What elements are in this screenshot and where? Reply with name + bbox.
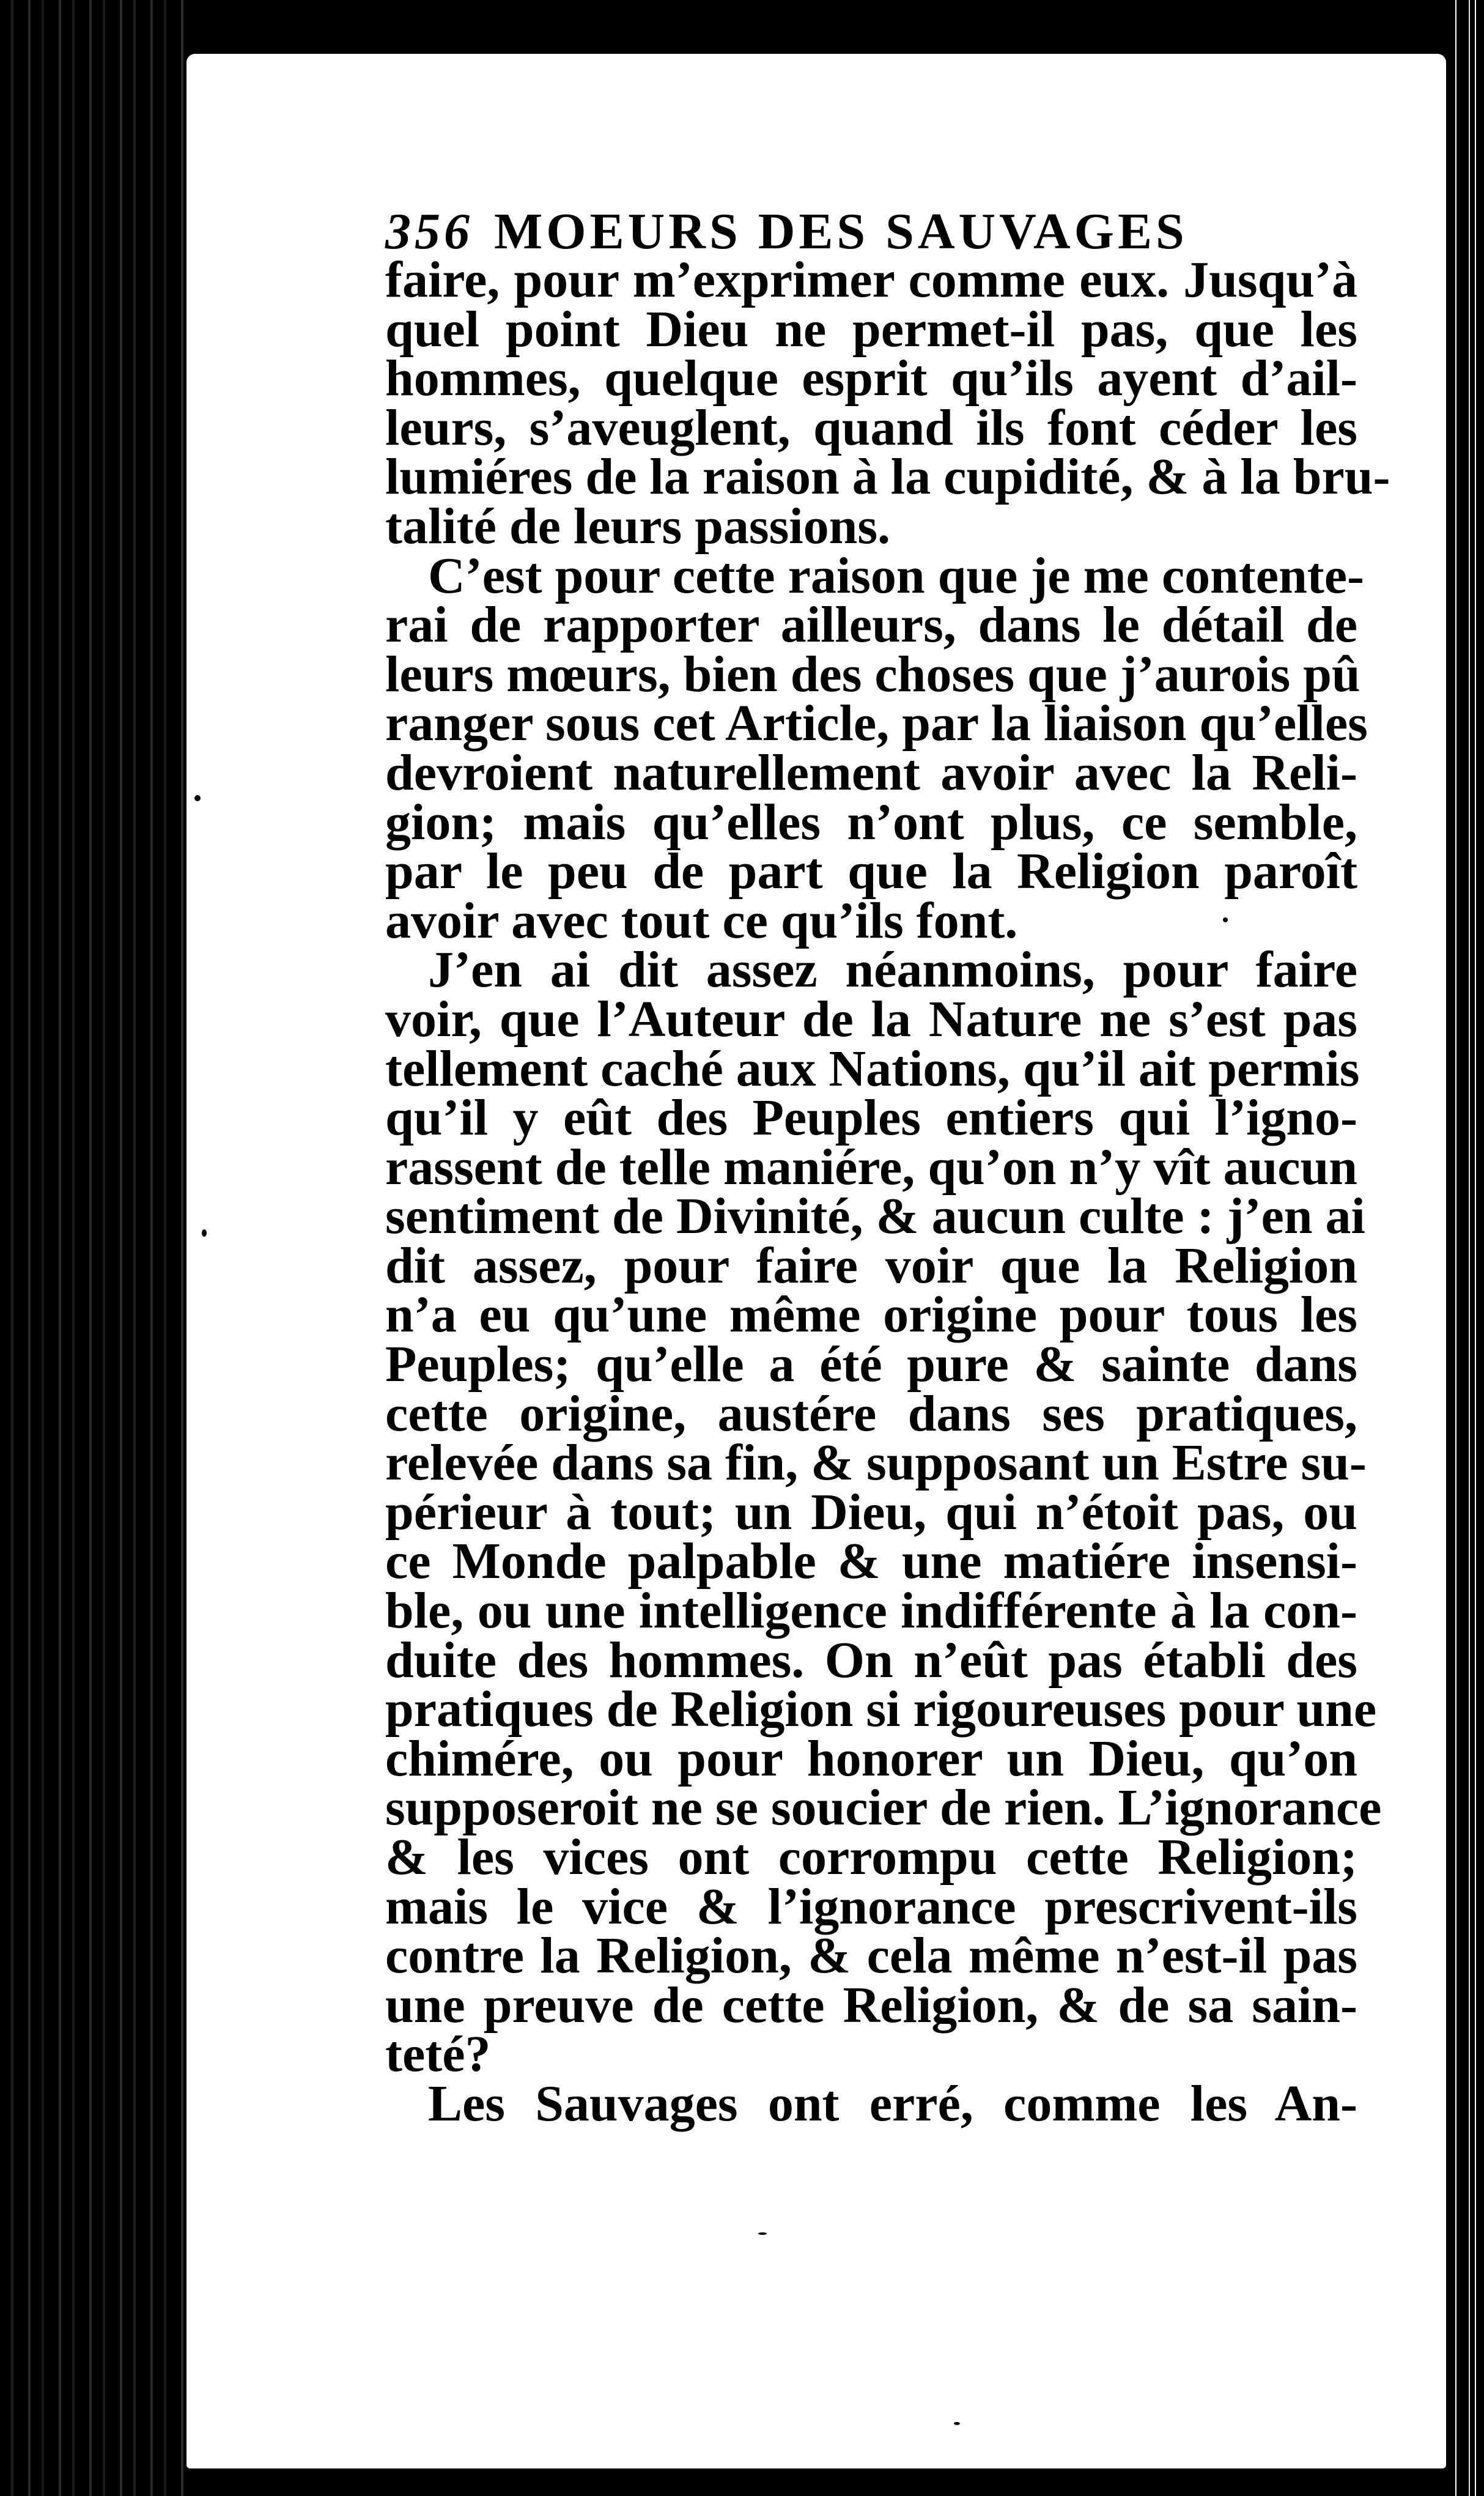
text-line: lumiéres de la raison à la cupidité, & à la bru- <box>385 448 1390 506</box>
text-line: ble, ou une intelligence indifférente à la con- <box>385 1582 1357 1640</box>
page-number: 356 <box>385 203 473 260</box>
text-line: C’est pour cette raison que je me contente- <box>428 547 1365 604</box>
scan-speck <box>194 795 201 801</box>
scan-speck <box>954 2422 960 2425</box>
running-title: MOEURS DES SAUVAGES <box>494 203 1188 260</box>
text-line: une preuve de cette Religion, & de sa sain- <box>385 1976 1357 2034</box>
text-line: qu’il y eût des Peuples entiers qui l’igno- <box>385 1089 1357 1147</box>
text-line: teté? <box>385 2026 491 2083</box>
text-line: J’en ai dit assez néanmoins, pour faire <box>428 941 1357 999</box>
text-line: leurs, s’aveuglent, quand ils font céder les <box>385 399 1357 456</box>
scan-speck <box>1223 917 1228 922</box>
text-line: voir, que l’Auteur de la Nature ne s’est pas <box>385 990 1357 1048</box>
text-line: n’a eu qu’une même origine pour tous les <box>385 1286 1357 1344</box>
text-line: hommes, quelque esprit qu’ils ayent d’ail- <box>385 350 1357 407</box>
text-line: pratiques de Religion si rigoureuses pour une <box>385 1681 1377 1738</box>
text-line: faire, pour m’exprimer comme eux. Jusqu’à <box>385 251 1357 308</box>
text-line: tellement caché aux Nations, qu’il ait permis <box>385 1040 1360 1097</box>
text-line: sentiment de Divinité, & aucun culte : j’en ai <box>385 1188 1365 1245</box>
text-line: contre la Religion, & cela même n’est-il pas <box>385 1927 1357 1985</box>
body-text <box>385 251 1390 2132</box>
text-line: par le peu de part que la Religion paroît <box>385 843 1357 900</box>
text-line: rassent de telle maniére, qu’on n’y vît aucun <box>385 1138 1357 1196</box>
text-line: & les vices ont corrompu cette Religion; <box>385 1829 1357 1886</box>
text-line: mais le vice & l’ignorance prescrivent-ils <box>385 1878 1357 1935</box>
text-line: ce Monde palpable & une matiére insensi- <box>385 1533 1357 1590</box>
text-line: dit assez, pour faire voir que la Religion <box>385 1237 1357 1294</box>
scan-speck <box>202 1229 207 1237</box>
text-line: supposeroit ne se soucier de rien. L’ignorance <box>385 1779 1382 1837</box>
scan-speck <box>758 2232 767 2235</box>
page-edges-right <box>1450 0 1484 2496</box>
text-line: quel point Dieu ne permet-il pas, que les <box>385 300 1357 358</box>
text-line: périeur à tout; un Dieu, qui n’étoit pas, ou <box>385 1483 1357 1541</box>
text-line: ranger sous cet Article, par la liaison qu’elles <box>385 695 1368 752</box>
text-line: Les Sauvages ont erré, comme les An- <box>428 2075 1357 2132</box>
text-line: relevée dans sa fin, & supposant un Estre su- <box>385 1434 1367 1492</box>
text-line: Peuples; qu’elle a été pure & sainte dans <box>385 1336 1357 1393</box>
text-line: leurs mœurs, bien des choses que j’aurois pû <box>385 645 1360 703</box>
text-line: rai de rapporter ailleurs, dans le détail de <box>385 596 1357 654</box>
text-line: duite des hommes. On n’eût pas établi des <box>385 1631 1357 1689</box>
text-line: avoir avec tout ce qu’ils font. <box>385 892 1018 949</box>
text-line: gion; mais qu’elles n’ont plus, ce semble, <box>385 793 1357 851</box>
text-line: chimére, ou pour honorer un Dieu, qu’on <box>385 1730 1357 1787</box>
book-binding-edge <box>0 0 183 2496</box>
text-line: talité de leurs passions. <box>385 497 891 555</box>
text-line: cette origine, austére dans ses pratiques, <box>385 1385 1357 1442</box>
text-line: devroient naturellement avoir avec la Reli- <box>385 744 1357 801</box>
